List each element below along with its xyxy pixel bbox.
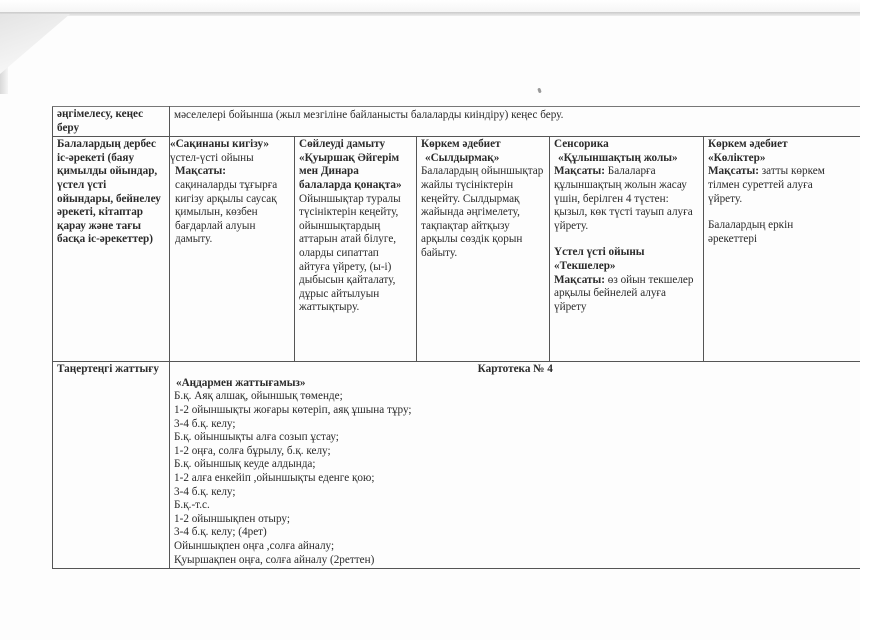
exercise-line: 1-2 алға енкейіп ,ойыншықты еденге қою; xyxy=(174,471,375,484)
day4-goal-text: Балаларға құлыншақтың жолын жасау үшін, берілген 4 түстен: қызыл, көк түсті тауып алуға үйрету. xyxy=(554,165,693,232)
exercise-line: 3-4 б.қ. келу; xyxy=(174,417,236,430)
day4-goal xyxy=(554,165,699,233)
exercise-lines xyxy=(174,390,857,567)
day1-title: «Сақинаны кигізу» xyxy=(170,138,269,151)
day-cell-2 xyxy=(295,137,417,362)
table-row-independent-activity xyxy=(53,137,861,362)
day5-goal-text: затты көркем тілмен суреттей алуға үйрету. xyxy=(708,165,825,205)
day4-goal-label: Мақсаты: xyxy=(554,165,605,178)
day5-title-line1: Көркем әдебиет xyxy=(708,138,788,151)
day4-goal2-label: Мақсаты: xyxy=(554,273,605,286)
exercise-line: Б.қ. Аяқ алшақ, ойыншық төменде; xyxy=(174,390,343,403)
day1-goal-text: сақиналарды тұғырға кигізу арқылы саусақ қимылын, көзбен бағдарлай алуын дамыту. xyxy=(175,178,278,246)
scan-right-margin xyxy=(860,0,876,640)
day2-text: Ойыншықтар туралы түсініктерін кеңейту, ойыншықтардың аттарын атай білуге, оларды сипаттап айтуға үйрету, (ы-і) дыбысын қайталату, дұрыс айтылуын жаттықтыру. xyxy=(299,192,401,314)
day5-title-line2: «Көліктер» xyxy=(708,151,766,164)
day-cell-3 xyxy=(417,137,550,362)
exercise-line: 3-4 б.қ. келу; (4рет) xyxy=(174,526,267,539)
day1-subtitle: үстел-үсті ойыны xyxy=(170,151,254,164)
exercise-line: Қуыршақпен оңға, солға айналу (2реттен) xyxy=(174,553,375,566)
folded-page-corner xyxy=(0,14,70,74)
card-number: Картотека № 4 xyxy=(477,363,553,376)
row-label-consultation: әңгімелесу, кеңес беру xyxy=(53,107,170,137)
day4-goal2-text: өз ойын текшелер арқылы бейнелей алуға үйрету xyxy=(554,273,694,313)
day1-goal-label: Мақсаты: xyxy=(175,165,226,178)
day5-goal xyxy=(708,165,846,206)
day4-goal2 xyxy=(554,274,699,315)
exercise-line: Ойыншықпен оңға ,солға айналу; xyxy=(174,539,335,552)
exercise-line: 1-2 ойыншықты жоғары көтеріп, аяқ ұшына тұру; xyxy=(174,403,412,416)
exercise-line: Б.қ. ойыншық кеуде алдында; xyxy=(174,458,316,471)
day4-title-line2: «Құлыншақтың жолы» xyxy=(558,151,678,164)
page-edge-shadow xyxy=(0,12,860,16)
day5-goal-label: Мақсаты: xyxy=(708,165,759,178)
exercise-title: «Аңдармен жаттығамыз» xyxy=(176,376,306,389)
morning-exercise-content xyxy=(170,362,861,569)
day-cell-1 xyxy=(170,137,295,362)
row-label-morning-exercise: Таңертеңгі жаттығу xyxy=(53,362,170,569)
day-cell-5 xyxy=(704,137,861,362)
row-label-independent-activity: Балалардың дербес іс-әрекеті (баяу қимылды ойындар, үстел үсті ойындары, бейнелеу әрекеті, кітаптар қарау және тағы басқа іс-әрекеттер) xyxy=(53,137,170,362)
day4-title2-line1: Үстел үсті ойыны xyxy=(554,246,645,259)
exercise-line: Б.қ. ойыншықты алға созып ұстау; xyxy=(174,431,339,444)
table-row-morning-exercise xyxy=(53,362,861,569)
exercise-line: 3-4 б.қ. келу; xyxy=(174,485,236,498)
day3-text: Балалардың ойыншықтар жайлы түсініктерін кеңейту. Сылдырмақ жайында әңгімелету, тақпақтар айтқызу арқылы сөздік қорын байыту. xyxy=(421,165,544,259)
day5-extra: Балалардың еркін әрекеттері xyxy=(708,219,794,245)
exercise-line: 1-2 ойыншықпен отыру; xyxy=(174,512,290,525)
consultation-content: мәселелері бойынша (жыл мезгіліне байланысты балаларды киіндіру) кеңес беру. xyxy=(170,107,861,137)
daily-plan-table xyxy=(52,106,861,569)
day2-title: Сөйлеуді дамыту «Қуыршақ Әйгерім мен Динара балаларда қонақта» xyxy=(299,138,402,191)
day4-title2-line2: «Текшелер» xyxy=(554,259,616,272)
day-cell-4 xyxy=(550,137,704,362)
day4-title-line1: Сенсорика xyxy=(554,138,609,151)
exercise-line: 1-2 оңға, солға бұрылу, б.қ. келу; xyxy=(174,444,331,457)
day3-title-line2: «Сылдырмақ» xyxy=(425,151,500,164)
table-row-consultation xyxy=(53,107,861,137)
exercise-line: Б.қ.-т.с. xyxy=(174,499,210,512)
day3-title-line1: Көркем әдебиет xyxy=(421,138,501,151)
scan-speck xyxy=(537,88,542,94)
